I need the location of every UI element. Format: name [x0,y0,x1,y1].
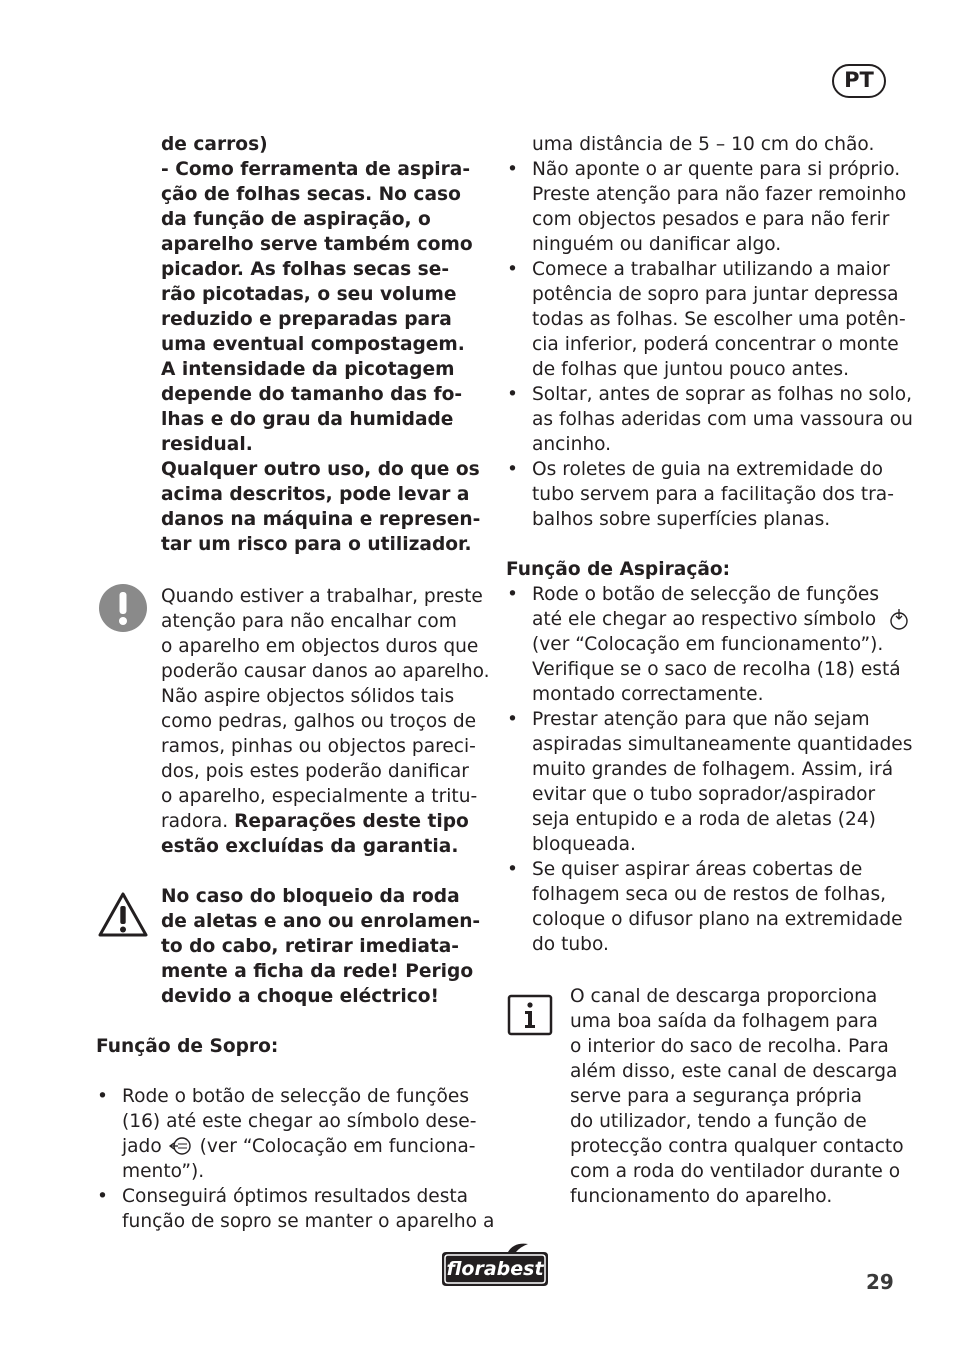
text-line: A intensidade da picotagem [161,359,455,380]
text-line: bloqueada. [532,834,636,855]
text-line: (16) até este chegar ao símbolo dese- [122,1111,477,1132]
info-icon [507,994,553,1036]
text-line: o aparelho, especialmente a tritu- [161,786,478,807]
text-line: serve para a segurança própria [570,1086,863,1107]
info-note [570,984,904,1209]
text-line: Os roletes de guia na extremidade do [532,459,883,480]
text-line: o interior do saco de recolha. Para [570,1036,889,1057]
text-line: do tubo. [532,934,609,955]
text-line: uma distância de 5 – 10 cm do chão. [532,134,875,155]
attention-icon [98,583,148,633]
florabest-logo [438,1242,552,1290]
blow-function-list [96,1084,494,1234]
text-line: tubo servem para a facilitação dos tra- [532,484,894,505]
list-item: • Rode o botão de selecção de funções (16) até este chegar ao símbolo dese- jado (ver “Colocação em funciona- mento”). [96,1084,494,1184]
text-line [532,607,896,632]
text-line: ção de folhas secas. No caso [161,184,461,205]
list-item: • Prestar atenção para que não sejam aspiradas simultaneamente quantidades muito grandes de folhagem. Assim, irá evitar que o tubo soprador/aspirador seja entupido e a roda de aletas (24) bloqueada. [507,709,913,855]
text-line: poderão causar danos ao aparelho. [161,661,490,682]
text-line: de folhas que juntou pouco antes. [532,359,850,380]
text-line: com a roda do ventilador durante o [570,1161,901,1182]
text-segment: até ele chegar ao respectivo símbolo [532,609,877,630]
text-segment: radora. [161,811,235,832]
text-line: todas as folhas. Se escolher uma potên- [532,309,906,330]
right-column-text [506,132,913,957]
suction-symbol-icon [888,607,910,631]
text-line: ninguém ou danificar algo. [532,234,782,255]
text-line: Verifique se o saco de recolha (18) está [532,659,901,680]
text-line: tar um risco para o utilizador. [161,534,472,555]
text-line: (ver “Colocação em funcionamento”). [532,634,884,655]
intended-use-text [161,132,480,557]
text-line: acima descritos, pode levar a [161,484,470,505]
text-line: da função de aspiração, o [161,209,431,230]
text-line: aparelho serve também como [161,234,473,255]
text-line: cia inferior, poderá concentrar o monte [532,334,899,355]
text-line [122,1134,494,1159]
text-line: picador. As folhas secas se- [161,259,450,280]
text-line [161,809,490,834]
text-line: protecção contra qualquer contacto [570,1136,904,1157]
text-line: Comece a trabalhar utilizando a maior [532,259,890,280]
text-line: Quando estiver a trabalhar, preste [161,586,483,607]
text-line: além disso, este canal de descarga [570,1061,898,1082]
text-line: mente a ficha da rede! Perigo [161,961,474,982]
text-line: Qualquer outro uso, do que os [161,459,480,480]
text-line: - Como ferramenta de aspira- [161,159,471,180]
list-item: • Comece a trabalhar utilizando a maior potência de sopro para juntar depressa todas as folhas. Se escolher uma potên- cia inferior, poderá concentrar o monte de folhas que juntou pouco antes. [507,259,906,380]
text-line: lhas e do grau da humidade [161,409,454,430]
text-segment: (ver “Colocação em funciona- [199,1136,476,1157]
text-line: residual. [161,434,253,455]
logo-wordmark: florabest [446,1258,544,1280]
text-line: evitar que o tubo soprador/aspirador [532,784,876,805]
list-item: • Soltar, antes de soprar as folhas no solo, as folhas aderidas com uma vassoura ou ancinho. [507,384,913,455]
text-line: coloque o difusor plano na extremidade [532,909,903,930]
text-line: Não aspire objectos sólidos tais [161,686,455,707]
text-line: de carros) [161,134,268,155]
blow-symbol-icon [168,1136,194,1156]
text-line: depende do tamanho das fo- [161,384,463,405]
text-line: to do cabo, retirar imediata- [161,936,460,957]
text-line: No caso do bloqueio da roda [161,886,460,907]
text-line: com objectos pesados e para não ferir [532,209,890,230]
text-line: uma eventual compostagem. [161,334,465,355]
text-line: O canal de descarga proporciona [570,986,878,1007]
text-line: Não aponte o ar quente para si próprio. [532,159,901,180]
text-line: potência de sopro para juntar depressa [532,284,899,305]
list-item: • Se quiser aspirar áreas cobertas de folhagem seca ou de restos de folhas, coloque o difusor plano na extremidade do tubo. [507,859,903,955]
text-line: as folhas aderidas com uma vassoura ou [532,409,913,430]
text-line: reduzido e preparadas para [161,309,452,330]
text-line: atenção para não encalhar com [161,611,457,632]
suction-function-heading: Função de Aspiração: [506,559,731,580]
list-item: • Os roletes de guia na extremidade do tubo servem para a facilitação dos tra- balhos sobre superfícies planas. [506,457,896,532]
text-line: Soltar, antes de soprar as folhas no solo, [532,384,913,405]
text-line: do utilizador, tendo a função de [570,1111,867,1132]
list-item: • Não aponte o ar quente para si próprio. Preste atenção para não fazer remoinho com objectos pesados e para não ferir ninguém ou danificar algo. [507,159,907,255]
blow-function-heading: Função de Sopro: [96,1036,279,1057]
text-line: Rode o botão de selecção de funções [532,584,880,605]
page-number: 29 [866,1270,894,1294]
warning-triangle-icon [97,891,149,939]
text-line: devido a choque eléctrico! [161,986,439,1007]
text-line: o aparelho em objectos duros que [161,636,479,657]
text-line: balhos sobre superfícies planas. [532,509,831,530]
text-line: Preste atenção para não fazer remoinho [532,184,907,205]
text-line: Rode o botão de selecção de funções [122,1086,470,1107]
text-line: função de sopro se manter o aparelho a [122,1211,495,1232]
text-line: de aletas e ano ou enrolamen- [161,911,481,932]
text-segment-bold: Reparações deste tipo [234,811,469,832]
text-line: folhagem seca ou de restos de folhas, [532,884,887,905]
electric-shock-warning [161,884,480,1009]
text-line: uma boa saída da folhagem para [570,1011,878,1032]
language-badge: PT [832,64,886,98]
text-line: danos na máquina e represen- [161,509,481,530]
text-line: montado correctamente. [532,684,764,705]
text-line: mento”). [122,1161,205,1182]
text-line: Prestar atenção para que não sejam [532,709,870,730]
text-line: ramos, pinhas ou objectos pareci- [161,736,476,757]
text-line: dos, pois estes poderão danificar [161,761,469,782]
text-line: Conseguirá óptimos resultados desta [122,1186,469,1207]
text-line: seja entupido e a roda de aletas (24) [532,809,876,830]
text-line: muito grandes de folhagem. Assim, irá [532,759,894,780]
list-item: • Conseguirá óptimos resultados desta função de sopro se manter o aparelho a [97,1186,495,1232]
list-item: • Rode o botão de selecção de funções até ele chegar ao respectivo símbolo (ver “Colocação em funcionamento”). Verifique se o saco de recolha (18) está montado correctamente. [506,582,896,707]
text-segment: jado [122,1136,162,1157]
attention-note [161,584,490,859]
text-line: como pedras, galhos ou troços de [161,711,477,732]
text-line: Se quiser aspirar áreas cobertas de [532,859,863,880]
text-line: ancinho. [532,434,612,455]
text-line: rão picotadas, o seu volume [161,284,457,305]
text-line: aspiradas simultaneamente quantidades [532,734,913,755]
text-line: estão excluídas da garantia. [161,836,459,857]
text-line: funcionamento do aparelho. [570,1186,833,1207]
